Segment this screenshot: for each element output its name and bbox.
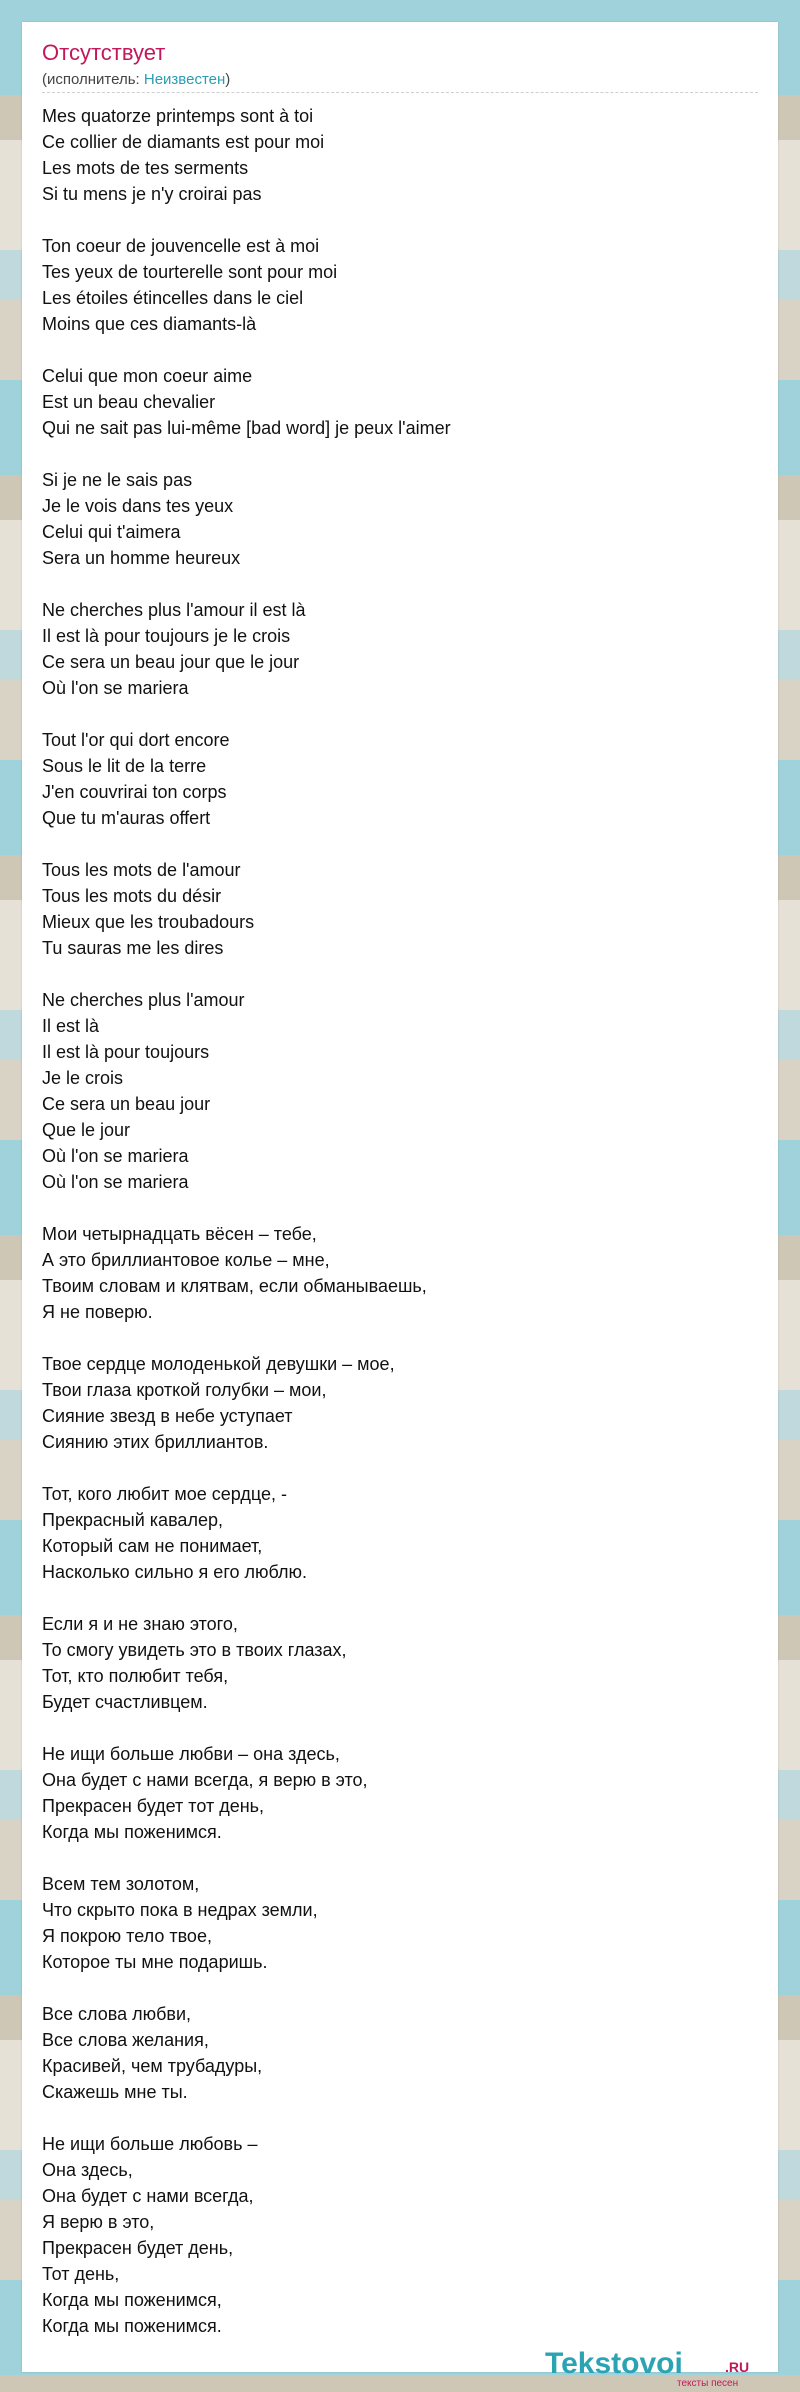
lyrics-line: J'en couvrirai ton corps	[42, 782, 227, 802]
lyrics-line: Сиянию этих бриллиантов.	[42, 1432, 269, 1452]
lyrics-line: Не ищи больше любовь –	[42, 2134, 258, 2154]
lyrics-stanza	[42, 857, 742, 961]
lyrics-line: Она будет с нами всегда, я верю в это,	[42, 1770, 368, 1790]
lyrics-line: Ton coeur de jouvencelle est à moi	[42, 236, 320, 256]
lyrics-line: Я покрою тело твое,	[42, 1926, 212, 1946]
artist-line	[42, 71, 230, 88]
lyrics-line: Мои четырнадцать вёсен – тебе,	[42, 1224, 317, 1244]
lyrics-line: Не ищи больше любви – она здесь,	[42, 1744, 340, 1764]
lyrics-line: Que tu m'auras offert	[42, 808, 211, 828]
lyrics-line: Sera un homme heureux	[42, 548, 241, 568]
lyrics-stanza	[42, 727, 742, 831]
lyrics-stanza	[42, 103, 742, 207]
lyrics-line: Où l'on se mariera	[42, 678, 189, 698]
site-logo-tld: .RU	[725, 2359, 750, 2375]
lyrics-line: Ce sera un beau jour que le jour	[42, 652, 300, 672]
lyrics-stanza	[42, 1741, 742, 1845]
artist-suffix: )	[225, 71, 231, 88]
lyrics-line: Où l'on se mariera	[42, 1146, 189, 1166]
lyrics-line: Mes quatorze printemps sont à toi	[42, 106, 314, 126]
lyrics-line: Sous le lit de la terre	[42, 756, 207, 776]
lyrics-line: Тот день,	[42, 2264, 120, 2284]
lyrics-line: Tout l'or qui dort encore	[42, 730, 230, 750]
lyrics-line: Tu sauras me les dires	[42, 938, 224, 958]
lyrics-line: Когда мы поженимся.	[42, 2316, 222, 2336]
lyrics-line: Où l'on se mariera	[42, 1172, 189, 1192]
lyrics-line: Tes yeux de tourterelle sont pour moi	[42, 262, 338, 282]
lyrics-line: Прекрасный кавалер,	[42, 1510, 223, 1530]
lyrics-line: Скажешь мне ты.	[42, 2082, 188, 2102]
lyrics-line: Tous les mots du désir	[42, 886, 222, 906]
lyrics-line: Il est là	[42, 1016, 100, 1036]
lyrics-line: Celui qui t'aimera	[42, 522, 181, 542]
lyrics-line: Все слова любви,	[42, 2004, 192, 2024]
lyrics-line: Будет счастливцем.	[42, 1692, 208, 1712]
lyrics-line: То смогу увидеть это в твоих глазах,	[42, 1640, 347, 1660]
lyrics-line: Я верю в это,	[42, 2212, 155, 2232]
song-title: Отсутствует	[42, 40, 166, 65]
lyrics-line: Когда мы поженимся,	[42, 2290, 222, 2310]
lyrics-line: Все слова желания,	[42, 2030, 209, 2050]
lyrics-line: Il est là pour toujours	[42, 1042, 210, 1062]
lyrics-line: Celui que mon coeur aime	[42, 366, 253, 386]
lyrics-stanza	[42, 1351, 742, 1455]
lyrics-line: Всем тем золотом,	[42, 1874, 200, 1894]
lyrics-stanza	[42, 597, 742, 701]
lyrics-line: Красивей, чем трубадуры,	[42, 2056, 263, 2076]
lyrics-line: Ce collier de diamants est pour moi	[42, 132, 325, 152]
lyrics-line: Ne cherches plus l'amour	[42, 990, 245, 1010]
lyrics-line: Который сам не понимает,	[42, 1536, 263, 1556]
lyrics-line: Что скрыто пока в недрах земли,	[42, 1900, 318, 1920]
site-logo-name: Tekstovoi	[545, 2347, 683, 2380]
lyrics-line: Il est là pour toujours je le crois	[42, 626, 291, 646]
lyrics-line: Когда мы поженимся.	[42, 1822, 222, 1842]
lyrics-line: Твое сердце молоденькой девушки – мое,	[42, 1354, 395, 1374]
lyrics-body	[42, 103, 742, 2365]
artist-prefix: (исполнитель:	[42, 71, 144, 88]
lyrics-line: Qui ne sait pas lui-même [bad word] je peux l'aimer	[42, 418, 451, 438]
lyrics-stanza	[42, 2131, 742, 2339]
lyrics-stanza	[42, 1611, 742, 1715]
lyrics-line: Si je ne le sais pas	[42, 470, 193, 490]
lyrics-stanza	[42, 987, 742, 1195]
lyrics-stanza	[42, 363, 742, 441]
lyrics-stanza	[42, 1871, 742, 1975]
site-logo[interactable]	[545, 2347, 775, 2387]
lyrics-line: Les mots de tes serments	[42, 158, 249, 178]
lyrics-line: Mieux que les troubadours	[42, 912, 255, 932]
title-divider	[42, 92, 758, 93]
lyrics-card	[22, 22, 778, 2372]
lyrics-line: Moins que ces diamants-là	[42, 314, 257, 334]
lyrics-line: Je le vois dans tes yeux	[42, 496, 234, 516]
lyrics-line: Ce sera un beau jour	[42, 1094, 211, 1114]
lyrics-line: Est un beau chevalier	[42, 392, 216, 412]
lyrics-line: А это бриллиантовое колье – мне,	[42, 1250, 330, 1270]
lyrics-line: Тот, кого любит мое сердце, -	[42, 1484, 287, 1504]
lyrics-line: Ne cherches plus l'amour il est là	[42, 600, 306, 620]
lyrics-line: Je le crois	[42, 1068, 124, 1088]
lyrics-line: Которое ты мне подаришь.	[42, 1952, 268, 1972]
lyrics-line: Если я и не знаю этого,	[42, 1614, 238, 1634]
lyrics-line: Она здесь,	[42, 2160, 133, 2180]
lyrics-line: Tous les mots de l'amour	[42, 860, 241, 880]
lyrics-line: Она будет с нами всегда,	[42, 2186, 254, 2206]
lyrics-line: Прекрасен будет тот день,	[42, 1796, 265, 1816]
lyrics-line: Les étoiles étincelles dans le ciel	[42, 288, 304, 308]
lyrics-stanza	[42, 1221, 742, 1325]
lyrics-stanza	[42, 1481, 742, 1585]
lyrics-line: Si tu mens je n'y croirai pas	[42, 184, 262, 204]
artist-link[interactable]: Неизвестен	[143, 71, 226, 88]
lyrics-line: Сияние звезд в небе уступает	[42, 1406, 293, 1426]
lyrics-line: Твоим словам и клятвам, если обманываешь,	[42, 1276, 427, 1296]
lyrics-line: Прекрасен будет день,	[42, 2238, 234, 2258]
lyrics-line: Я не поверю.	[42, 1302, 153, 1322]
lyrics-line: Насколько сильно я его люблю.	[42, 1562, 308, 1582]
lyrics-line: Твои глаза кроткой голубки – мои,	[42, 1380, 327, 1400]
lyrics-stanza	[42, 233, 742, 337]
lyrics-line: Que le jour	[42, 1120, 131, 1140]
lyrics-stanza	[42, 467, 742, 571]
lyrics-line: Тот, кто полюбит тебя,	[42, 1666, 229, 1686]
lyrics-stanza	[42, 2001, 742, 2105]
site-logo-tagline: тексты песен	[677, 2378, 739, 2389]
